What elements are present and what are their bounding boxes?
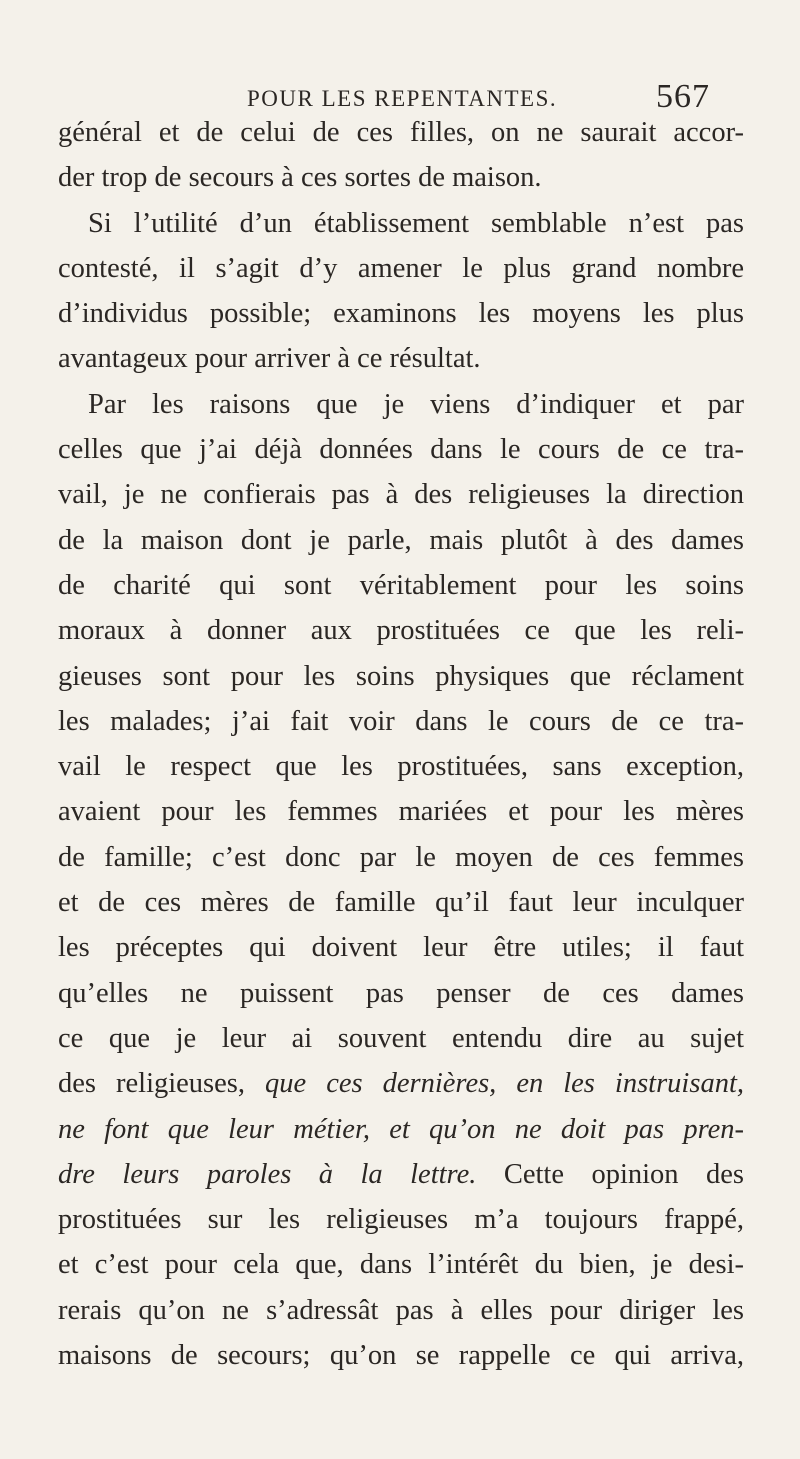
- text-line: [58, 1152, 744, 1197]
- text-line: contesté, il s’agit d’y amener le plus grand nombre: [58, 252, 744, 284]
- text-line: qu’elles ne puissent pas penser de ces dames: [58, 977, 744, 1009]
- text-segment: Cette opinion des: [476, 1158, 744, 1190]
- text-line: et de ces mères de famille qu’il faut leur inculquer: [58, 887, 744, 919]
- text-line: ce que je leur ai souvent entendu dire au sujet: [58, 1022, 744, 1054]
- text-line: vail le respect que les prostituées, sans exception,: [58, 751, 744, 783]
- text-line: de charité qui sont véritablement pour les soins: [58, 569, 744, 601]
- text-line: celles que j’ai déjà données dans le cours de ce tra-: [58, 434, 744, 466]
- text-line: Si l’utilité d’un établissement semblable n’est pas: [88, 207, 744, 239]
- text-line: les préceptes qui doivent leur être utiles; il faut: [58, 932, 744, 964]
- text-line: de famille; c’est donc par le moyen de ces femmes: [58, 841, 744, 873]
- italic-segment: ne font que leur métier, et qu’on ne doit pas pren-: [58, 1113, 744, 1145]
- text-line: gieuses sont pour les soins physiques que réclament: [58, 660, 744, 692]
- text-line: d’individus possible; examinons les moyens les plus: [58, 298, 744, 330]
- text-line: vail, je ne confierais pas à des religieuses la direction: [58, 479, 744, 511]
- text-line: général et de celui de ces filles, on ne saurait accor-: [58, 117, 744, 148]
- page-number: 567: [656, 78, 710, 115]
- text-line: prostituées sur les religieuses m’a toujours frappé,: [58, 1204, 744, 1236]
- text-line: avaient pour les femmes mariées et pour les mères: [58, 796, 744, 828]
- text-line: [58, 1061, 744, 1106]
- text-line: de la maison dont je parle, mais plutôt à des dames: [58, 524, 744, 556]
- text-line: les malades; j’ai fait voir dans le cours de ce tra-: [58, 705, 744, 737]
- text-line: maisons de secours; qu’on se rappelle ce qui arriva,: [58, 1340, 744, 1372]
- text-segment: des religieuses,: [58, 1068, 266, 1100]
- text-line: Par les raisons que je viens d’indiquer et par: [88, 388, 744, 420]
- text-line: der trop de secours à ces sortes de maison.: [58, 162, 542, 194]
- body-text: [58, 110, 744, 1378]
- text-line: [58, 1107, 744, 1152]
- text-line: moraux à donner aux prostituées ce que les reli-: [58, 615, 744, 647]
- running-title: POUR LES REPENTANTES.: [247, 86, 558, 111]
- text-line: rerais qu’on ne s’adressât pas à elles pour diriger les: [58, 1294, 744, 1326]
- italic-segment: dre leurs paroles à la lettre.: [58, 1158, 477, 1190]
- italic-segment: que ces dernières, en les instruisant,: [265, 1068, 744, 1100]
- text-line: avantageux pour arriver à ce résultat.: [58, 343, 481, 375]
- text-line: et c’est pour cela que, dans l’intérêt du bien, je desi-: [58, 1249, 744, 1281]
